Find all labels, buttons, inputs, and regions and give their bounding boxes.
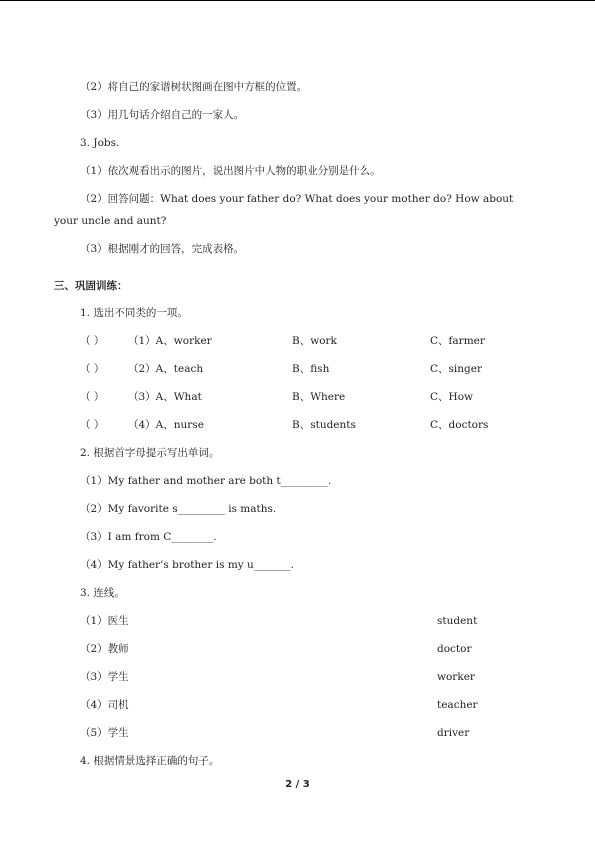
option-a: （1）A、worker: [128, 335, 212, 347]
page-number: 2 / 3: [285, 779, 310, 790]
q3-right-item: worker: [437, 671, 475, 683]
q3-right-item: driver: [437, 727, 470, 739]
q3-left-item: （3）学生: [80, 671, 129, 683]
answer-blank: （ ）: [80, 335, 105, 347]
q2-item: （3）I am from C________.: [80, 531, 217, 543]
family-tree-instruction: （2）将自己的家谱树状图画在图中方框的位置。: [80, 81, 308, 93]
jobs-instruction-2: （2）回答问题：What does your father do? What does your mother do? How about: [80, 193, 514, 205]
option-a: （4）A、nurse: [128, 419, 204, 431]
q3-left-item: （1）医生: [80, 615, 129, 627]
q2-item: （4）My father’s brother is my u_______.: [80, 559, 294, 571]
section-heading: 三、巩固训练：: [54, 280, 128, 292]
option-c: C、How: [430, 391, 473, 403]
option-a: （2）A、teach: [128, 363, 204, 375]
q2-item: （1）My father and mother are both t_________.: [80, 475, 332, 487]
option-b: B、fish: [292, 363, 330, 375]
jobs-instruction-3: （3）根据刚才的回答，完成表格。: [80, 243, 245, 255]
option-b: B、Where: [292, 391, 346, 403]
q3-left-item: （5）学生: [80, 727, 129, 739]
top-rule: [0, 0, 595, 1]
q1-title: 1. 选出不同类的一项。: [80, 307, 188, 319]
option-c: C、doctors: [430, 419, 489, 431]
option-c: C、singer: [430, 363, 482, 375]
q2-item: （2）My favorite s_________ is maths.: [80, 503, 277, 515]
q3-right-item: student: [437, 615, 478, 627]
q3-right-item: doctor: [437, 643, 472, 655]
option-b: B、work: [292, 335, 337, 347]
answer-blank: （ ）: [80, 363, 105, 375]
q3-left-item: （2）教师: [80, 643, 129, 655]
q3-right-item: teacher: [437, 699, 478, 711]
jobs-instruction-2-cont: your uncle and aunt?: [54, 215, 167, 227]
jobs-title: 3. Jobs.: [80, 137, 120, 149]
answer-blank: （ ）: [80, 391, 105, 403]
option-b: B、students: [292, 419, 356, 431]
q4-title: 4. 根据情景选择正确的句子。: [80, 755, 220, 767]
family-intro-instruction: （3）用几句话介绍自己的一家人。: [80, 109, 245, 121]
q3-left-item: （4）司机: [80, 699, 129, 711]
answer-blank: （ ）: [80, 419, 105, 431]
option-a: （3）A、What: [128, 391, 202, 403]
q2-title: 2. 根据首字母提示写出单词。: [80, 447, 220, 459]
jobs-instruction-1: （1）依次观看出示的图片，说出图片中人物的职业分别是什么。: [80, 165, 381, 177]
option-c: C、farmer: [430, 335, 485, 347]
q3-title: 3. 连线。: [80, 587, 125, 599]
